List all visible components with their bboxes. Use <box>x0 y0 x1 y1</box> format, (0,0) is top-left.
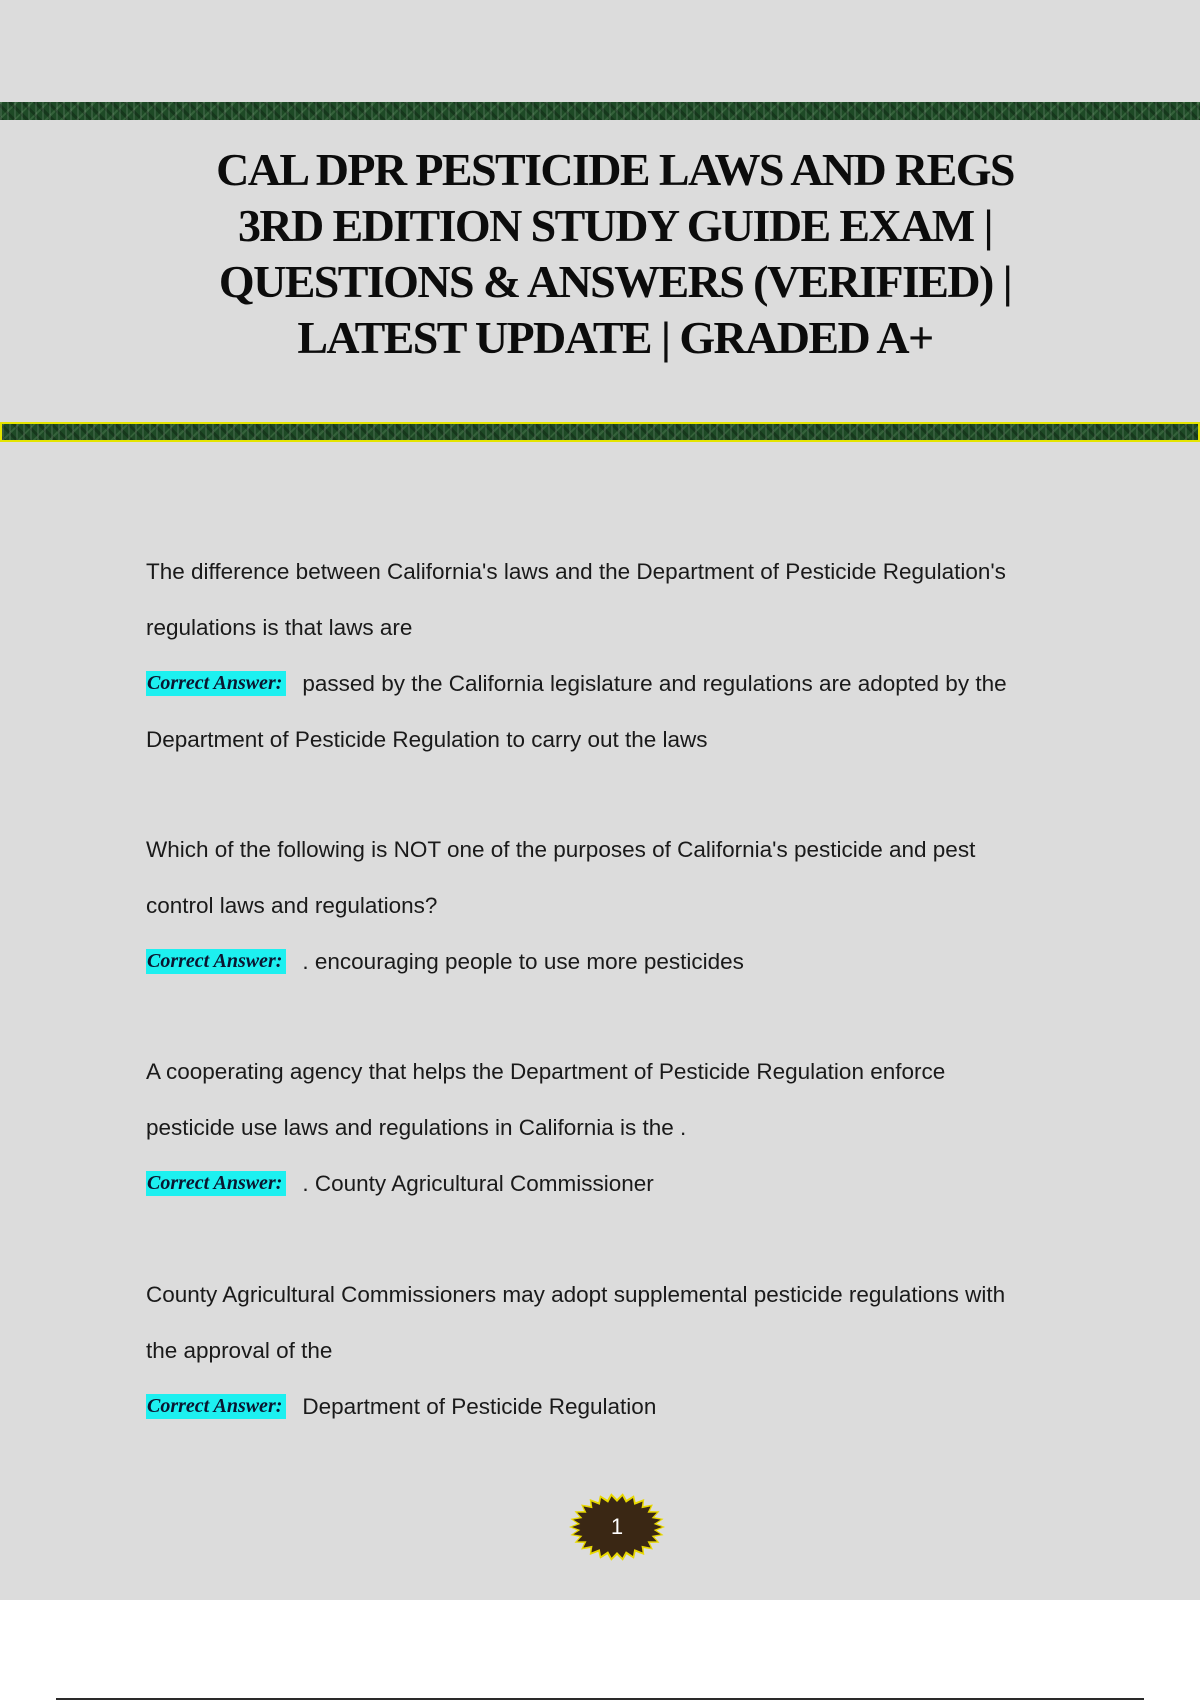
question-line: regulations is that laws are <box>146 615 413 640</box>
answer-line: Department of Pesticide Regulation to carry out the laws <box>146 727 708 752</box>
title-decorative-band <box>0 422 1200 442</box>
answer-text <box>146 934 1086 990</box>
title-line: CAL DPR PESTICIDE LAWS AND REGS <box>216 144 1014 195</box>
qa-item <box>146 1267 1086 1435</box>
qa-item <box>146 544 1086 768</box>
title-line: LATEST UPDATE | GRADED A+ <box>297 312 933 363</box>
question-text <box>146 1267 1086 1379</box>
correct-answer-label: Correct Answer: <box>146 671 286 696</box>
correct-answer-label: Correct Answer: <box>146 1394 286 1419</box>
question-line: The difference between California's laws and the Department of Pesticide Regulation's <box>146 559 1006 584</box>
answer-text <box>146 656 1086 768</box>
question-line: pesticide use laws and regulations in California is the . <box>146 1115 687 1140</box>
answer-text <box>146 1379 1086 1435</box>
question-text <box>146 822 1086 934</box>
answer-line: passed by the California legislature and regulations are adopted by the <box>302 671 1007 696</box>
document-title <box>130 142 1100 366</box>
title-line: 3RD EDITION STUDY GUIDE EXAM | <box>237 200 992 251</box>
qa-item <box>146 822 1086 990</box>
answer-line: . encouraging people to use more pesticides <box>302 949 744 974</box>
header-decorative-band <box>0 102 1200 120</box>
question-line: A cooperating agency that helps the Department of Pesticide Regulation enforce <box>146 1059 946 1084</box>
question-text <box>146 1044 1086 1156</box>
answer-line: Department of Pesticide Regulation <box>302 1394 657 1419</box>
page-number: 1 <box>610 1514 624 1539</box>
question-text <box>146 544 1086 656</box>
question-line: the approval of the <box>146 1338 333 1363</box>
answer-line: . County Agricultural Commissioner <box>302 1171 654 1196</box>
title-line: QUESTIONS & ANSWERS (VERIFIED) | <box>218 256 1012 307</box>
answer-text <box>146 1156 1086 1212</box>
qa-item <box>146 1044 1086 1212</box>
question-line: County Agricultural Commissioners may adopt supplemental pesticide regulations with <box>146 1282 1006 1307</box>
page-number-badge <box>568 1492 666 1562</box>
correct-answer-label: Correct Answer: <box>146 1171 286 1196</box>
question-line: Which of the following is NOT one of the purposes of California's pesticide and pest <box>146 837 976 862</box>
correct-answer-label: Correct Answer: <box>146 949 286 974</box>
question-line: control laws and regulations? <box>146 893 438 918</box>
